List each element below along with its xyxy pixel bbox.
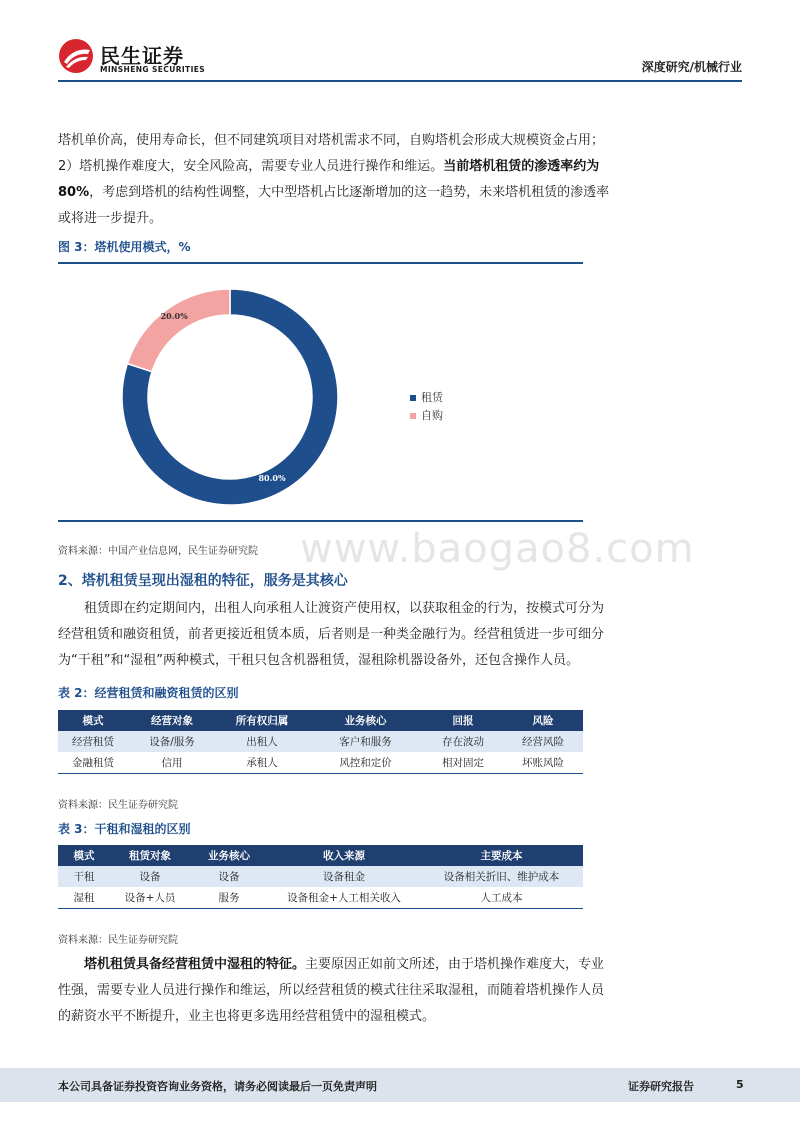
section-2-line-3: 为“干租”和“湿租”两种模式，干租只包含机器租赁，湿租除机器设备外，还包含操作人员。 (58, 653, 579, 668)
legend-swatch-self (410, 413, 416, 419)
donut-label-rent: 80.0% (258, 473, 286, 483)
table-cell: 干租 (58, 866, 110, 887)
conclusion-paragraph (58, 952, 742, 1030)
table-row (58, 866, 583, 887)
logo-cn-text: 民生证券 (100, 44, 184, 68)
intro-paragraph (58, 128, 742, 232)
table-3-header: 业务核心 (190, 845, 268, 866)
figure-3-top-rule (58, 262, 583, 264)
table-cell: 湿租 (58, 887, 110, 909)
table-cell: 设备+人员 (110, 887, 190, 909)
page-number: 5 (736, 1078, 744, 1091)
table-cell: 承租人 (216, 752, 308, 774)
section-2-line-2: 经营租赁和融资租赁，前者更接近租赁本质，后者则是一种类金融行为。经营租赁进一步可细分 (58, 627, 605, 642)
table-2-header: 风险 (503, 710, 583, 731)
donut-label-self: 20.0% (160, 311, 188, 322)
table-cell: 风控和定价 (308, 752, 423, 774)
intro-line-3-text: ，考虑到塔机的结构性调整，大中型塔机占比逐渐增加的这一趋势，未来塔机租赁的渗透率 (89, 185, 610, 200)
table-2-header: 所有权归属 (216, 710, 308, 731)
section-2-line-1: 租赁即在约定期间内，出租人向承租人让渡资产使用权，以获取租金的行为，按模式可分为 (84, 601, 605, 616)
table-2-header: 回报 (423, 710, 503, 731)
table-row (58, 731, 583, 752)
intro-line-2 (58, 154, 742, 180)
table-cell: 设备/服务 (128, 731, 216, 752)
table-cell: 经营风险 (503, 731, 583, 752)
donut-slice-self (127, 289, 230, 372)
legend-label-self: 自购 (421, 409, 443, 422)
table-cell: 出租人 (216, 731, 308, 752)
table-3-header: 模式 (58, 845, 110, 866)
footer-report-type: 证券研究报告 (628, 1080, 694, 1093)
page-footer (0, 1068, 800, 1102)
figure-3-bottom-rule (58, 520, 583, 522)
table-3-header: 租赁对象 (110, 845, 190, 866)
donut-slices (122, 289, 338, 505)
company-logo (58, 38, 208, 78)
table-2 (58, 710, 583, 774)
logo-en-text: MINSHENG SECURITIES (100, 65, 206, 74)
table-cell: 金融租赁 (58, 752, 128, 774)
legend-item-self (410, 407, 443, 423)
table-3-header-row (58, 845, 583, 866)
figure-3-title: 图 3：塔机使用模式，% (58, 240, 191, 254)
table-3 (58, 845, 583, 909)
report-category: 深度研究/机械行业 (641, 60, 742, 74)
intro-line-3 (58, 180, 742, 206)
table-2-header: 经营对象 (128, 710, 216, 731)
section-2-title: 2、塔机租赁呈现出湿租的特征，服务是其核心 (58, 573, 348, 589)
minsheng-logo-icon (58, 38, 94, 74)
table-2-source: 资料来源：民生证券研究院 (58, 800, 178, 811)
header-divider (58, 80, 742, 82)
table-row (58, 887, 583, 909)
intro-line-2-bold: 当前塔机租赁的渗透率约为 (443, 159, 600, 174)
conclusion-line-2: 性强，需要专业人员进行操作和维运，所以经营租赁的模式往往采取湿租，而随着塔机操作人员 (58, 983, 605, 998)
table-cell: 相对固定 (423, 752, 503, 774)
table-cell: 服务 (190, 887, 268, 909)
section-2-paragraph-cont (58, 622, 742, 674)
watermark: www.baogao8.com (300, 526, 695, 572)
table-2-title: 表 2：经营租赁和融资租赁的区别 (58, 686, 239, 700)
table-cell: 人工成本 (420, 887, 583, 909)
intro-line-4: 或将进一步提升。 (58, 211, 163, 226)
table-2-header: 模式 (58, 710, 128, 731)
table-cell: 设备租金+人工相关收入 (268, 887, 420, 909)
table-2-header: 业务核心 (308, 710, 423, 731)
table-3-header: 收入来源 (268, 845, 420, 866)
intro-line-1: 塔机单价高，使用寿命长，但不同建筑项目对塔机需求不同，自购塔机会形成大规模资金占用； (58, 133, 605, 148)
table-cell: 经营租赁 (58, 731, 128, 752)
conclusion-line-3: 的薪资水平不断提升，业主也将更多选用经营租赁中的湿租模式。 (58, 1009, 436, 1024)
table-2-header-row (58, 710, 583, 731)
figure-3-source: 资料来源：中国产业信息网，民生证券研究院 (58, 546, 258, 557)
table-cell: 坏账风险 (503, 752, 583, 774)
donut-labels (161, 311, 286, 483)
table-3-header: 主要成本 (420, 845, 583, 866)
table-cell: 设备 (110, 866, 190, 887)
legend-item-rent (410, 389, 443, 405)
table-cell: 存在波动 (423, 731, 503, 752)
table-row (58, 752, 583, 774)
table-cell: 设备 (190, 866, 268, 887)
intro-line-2-text: 2）塔机操作难度大，安全风险高，需要专业人员进行操作和维运。 (58, 159, 444, 174)
table-cell: 信用 (128, 752, 216, 774)
table-3-source: 资料来源：民生证券研究院 (58, 935, 178, 946)
table-cell: 客户和服务 (308, 731, 423, 752)
legend-swatch-rent (410, 395, 416, 401)
intro-line-3-bold: 80% (58, 185, 90, 200)
conclusion-line-1 (58, 952, 742, 978)
table-3-title: 表 3：干租和湿租的区别 (58, 822, 191, 836)
footer-disclaimer: 本公司具备证券投资咨询业务资格，请务必阅读最后一页免责声明 (58, 1080, 377, 1093)
section-2-paragraph (58, 596, 742, 622)
table-cell: 设备租金 (268, 866, 420, 887)
donut-chart (110, 280, 350, 515)
conclusion-line-1-bold: 塔机租赁具备经营租赁中湿租的特征。 (84, 957, 306, 972)
conclusion-line-1-text: 主要原因正如前文所述，由于塔机操作难度大，专业 (305, 957, 605, 972)
legend-label-rent: 租赁 (421, 391, 443, 404)
table-cell: 设备相关折旧、维护成本 (420, 866, 583, 887)
